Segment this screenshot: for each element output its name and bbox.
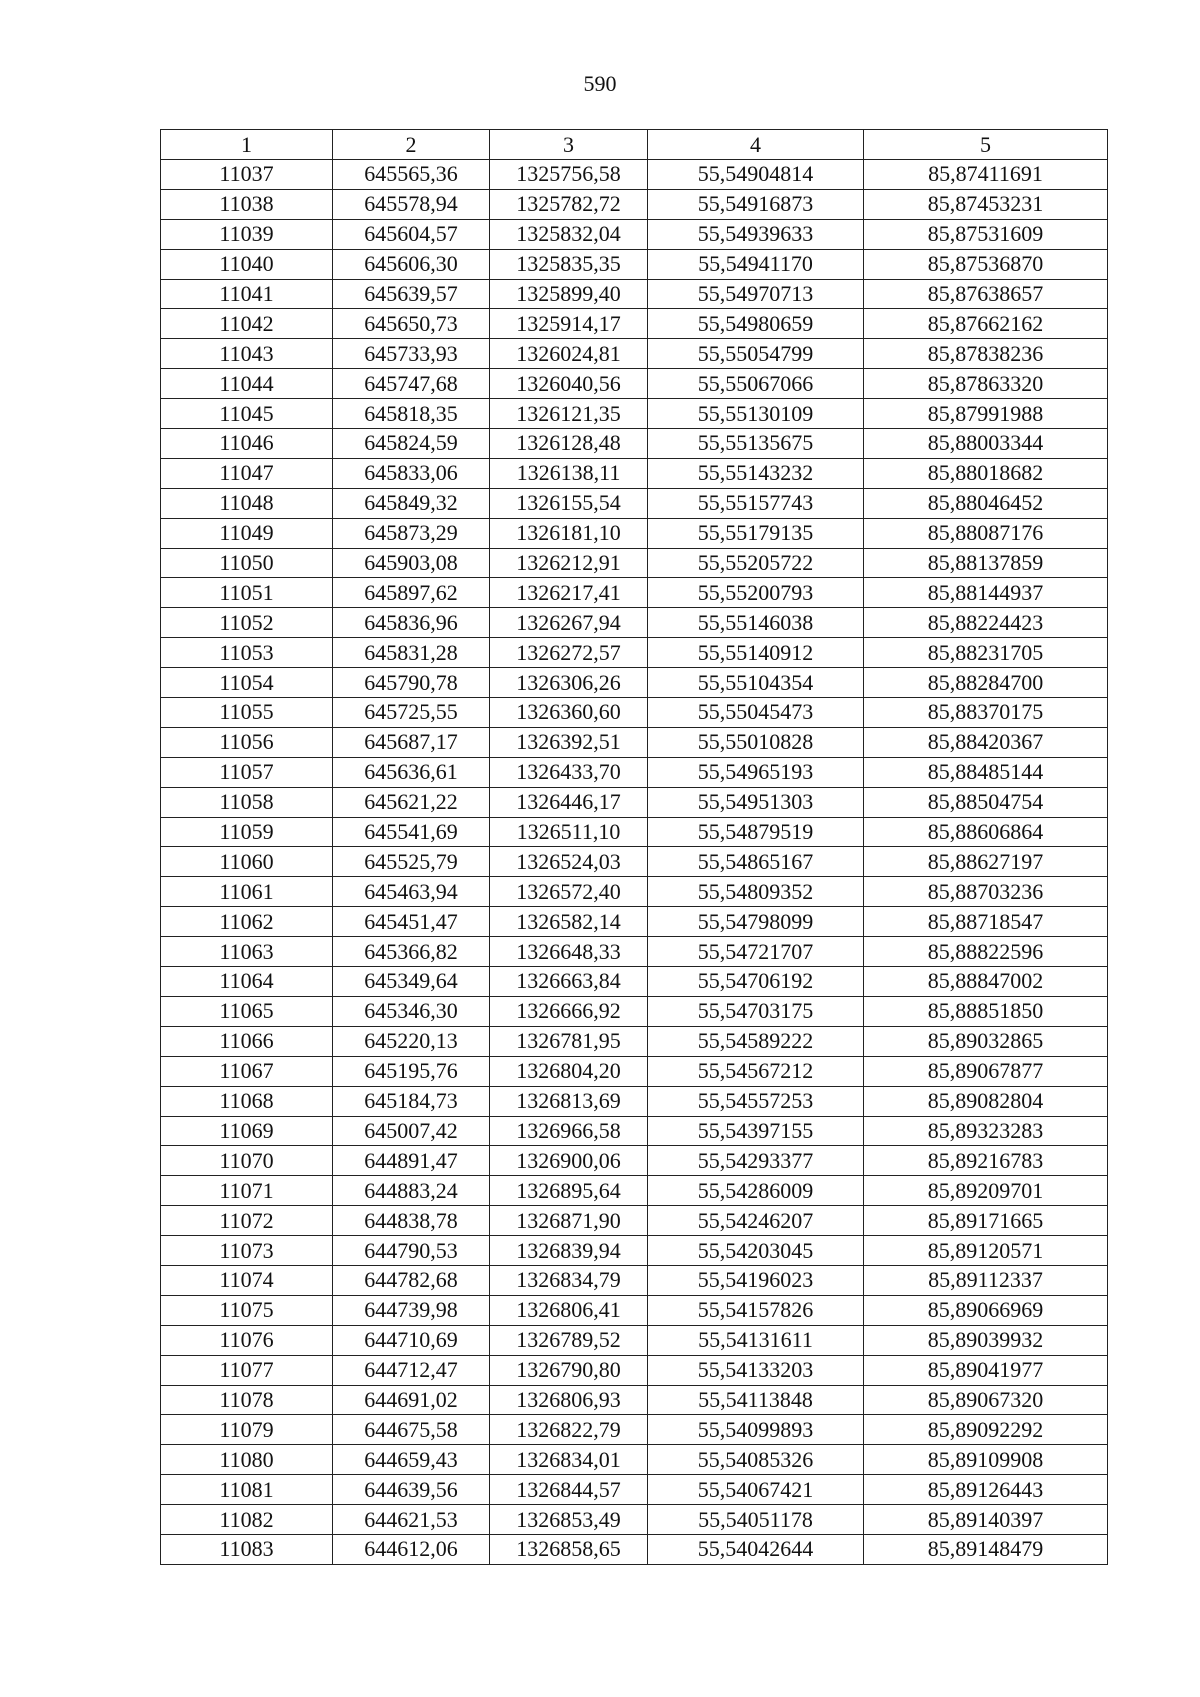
table-cell-col-1: 11048: [161, 488, 333, 518]
table-cell-col-4: 55,55140912: [648, 638, 864, 668]
table-cell-col-4: 55,55200793: [648, 578, 864, 608]
table-body: [161, 160, 1108, 1565]
table-cell-col-2: 645747,68: [333, 369, 490, 399]
table-cell-col-1: 11082: [161, 1505, 333, 1535]
table-cell-col-2: 645195,76: [333, 1056, 490, 1086]
table-cell-col-3: 1326392,51: [490, 727, 648, 757]
table-cell-col-4: 55,54286009: [648, 1176, 864, 1206]
table-row: [161, 1325, 1108, 1355]
table-cell-col-5: 85,89140397: [864, 1505, 1108, 1535]
table-row: [161, 727, 1108, 757]
table-row: [161, 1116, 1108, 1146]
table-cell-col-5: 85,87991988: [864, 399, 1108, 429]
table-cell-col-4: 55,54557253: [648, 1086, 864, 1116]
table-cell-col-2: 645873,29: [333, 518, 490, 548]
table-cell-col-1: 11073: [161, 1236, 333, 1266]
table-cell-col-2: 645451,47: [333, 907, 490, 937]
table-cell-col-5: 85,87863320: [864, 369, 1108, 399]
table-cell-col-4: 55,54703175: [648, 996, 864, 1026]
table-row: [161, 488, 1108, 518]
table-cell-col-1: 11067: [161, 1056, 333, 1086]
coordinates-table: [160, 129, 1108, 1565]
table-cell-col-4: 55,54721707: [648, 937, 864, 967]
table-cell-col-4: 55,55157743: [648, 488, 864, 518]
table-row: [161, 996, 1108, 1026]
table-cell-col-3: 1326212,91: [490, 548, 648, 578]
table-header: [161, 130, 1108, 160]
table-cell-col-3: 1326360,60: [490, 698, 648, 728]
table-cell-col-1: 11055: [161, 698, 333, 728]
table-cell-col-5: 85,88144937: [864, 578, 1108, 608]
table-cell-col-4: 55,54965193: [648, 757, 864, 787]
table-cell-col-3: 1326181,10: [490, 518, 648, 548]
table-row: [161, 219, 1108, 249]
table-cell-col-4: 55,55179135: [648, 518, 864, 548]
table-cell-col-4: 55,54589222: [648, 1026, 864, 1056]
table-cell-col-2: 644691,02: [333, 1385, 490, 1415]
table-cell-col-5: 85,89323283: [864, 1116, 1108, 1146]
table-cell-col-1: 11060: [161, 847, 333, 877]
table-row: [161, 189, 1108, 219]
table-cell-col-5: 85,89066969: [864, 1295, 1108, 1325]
table-cell-col-5: 85,88847002: [864, 967, 1108, 997]
table-cell-col-4: 55,55104354: [648, 668, 864, 698]
table-cell-col-2: 645831,28: [333, 638, 490, 668]
table-cell-col-2: 644712,47: [333, 1355, 490, 1385]
table-row: [161, 578, 1108, 608]
table-row: [161, 429, 1108, 459]
table-cell-col-1: 11057: [161, 757, 333, 787]
table-cell-col-3: 1326853,49: [490, 1505, 648, 1535]
table-cell-col-5: 85,89120571: [864, 1236, 1108, 1266]
table-cell-col-5: 85,88420367: [864, 727, 1108, 757]
table-cell-col-2: 645849,32: [333, 488, 490, 518]
table-row: [161, 1026, 1108, 1056]
table-cell-col-2: 644639,56: [333, 1475, 490, 1505]
table-cell-col-4: 55,55130109: [648, 399, 864, 429]
table-cell-col-5: 85,87536870: [864, 249, 1108, 279]
table-cell-col-5: 85,88606864: [864, 817, 1108, 847]
table-row: [161, 160, 1108, 190]
table-cell-col-3: 1326900,06: [490, 1146, 648, 1176]
table-cell-col-1: 11076: [161, 1325, 333, 1355]
table-cell-col-4: 55,55143232: [648, 458, 864, 488]
table-cell-col-1: 11053: [161, 638, 333, 668]
table-cell-col-3: 1326806,41: [490, 1295, 648, 1325]
table-cell-col-1: 11046: [161, 429, 333, 459]
table-cell-col-3: 1326128,48: [490, 429, 648, 459]
table-cell-col-2: 645578,94: [333, 189, 490, 219]
table-cell-col-3: 1325835,35: [490, 249, 648, 279]
table-cell-col-5: 85,89126443: [864, 1475, 1108, 1505]
table-row: [161, 1295, 1108, 1325]
table-row: [161, 817, 1108, 847]
table-cell-col-2: 645833,06: [333, 458, 490, 488]
table-cell-col-5: 85,89082804: [864, 1086, 1108, 1116]
table-cell-col-4: 55,54798099: [648, 907, 864, 937]
table-cell-col-3: 1326272,57: [490, 638, 648, 668]
column-header-5: 5: [864, 130, 1108, 160]
table-cell-col-4: 55,54099893: [648, 1415, 864, 1445]
table-row: [161, 339, 1108, 369]
table-cell-col-5: 85,88822596: [864, 937, 1108, 967]
table-cell-col-5: 85,89032865: [864, 1026, 1108, 1056]
table-cell-col-4: 55,54939633: [648, 219, 864, 249]
table-cell-col-4: 55,54865167: [648, 847, 864, 877]
table-cell-col-4: 55,54706192: [648, 967, 864, 997]
table-cell-col-2: 645621,22: [333, 787, 490, 817]
table-row: [161, 1206, 1108, 1236]
table-cell-col-4: 55,55045473: [648, 698, 864, 728]
table-cell-col-4: 55,54133203: [648, 1355, 864, 1385]
table-cell-col-1: 11043: [161, 339, 333, 369]
table-cell-col-1: 11052: [161, 608, 333, 638]
table-cell-col-5: 85,89109908: [864, 1445, 1108, 1475]
table-row: [161, 1385, 1108, 1415]
table-cell-col-1: 11040: [161, 249, 333, 279]
table-cell-col-2: 644739,98: [333, 1295, 490, 1325]
table-cell-col-3: 1326781,95: [490, 1026, 648, 1056]
table-cell-col-2: 645541,69: [333, 817, 490, 847]
table-cell-col-5: 85,87411691: [864, 160, 1108, 190]
table-cell-col-1: 11041: [161, 279, 333, 309]
table-cell-col-1: 11049: [161, 518, 333, 548]
table-cell-col-3: 1326582,14: [490, 907, 648, 937]
table-cell-col-3: 1326267,94: [490, 608, 648, 638]
table-cell-col-5: 85,89039932: [864, 1325, 1108, 1355]
column-header-2: 2: [333, 130, 490, 160]
table-cell-col-1: 11047: [161, 458, 333, 488]
table-cell-col-1: 11080: [161, 1445, 333, 1475]
table-cell-col-3: 1326834,01: [490, 1445, 648, 1475]
table-cell-col-4: 55,54951303: [648, 787, 864, 817]
table-cell-col-2: 645604,57: [333, 219, 490, 249]
table-cell-col-2: 645836,96: [333, 608, 490, 638]
table-row: [161, 279, 1108, 309]
table-row: [161, 1475, 1108, 1505]
table-cell-col-2: 644675,58: [333, 1415, 490, 1445]
table-cell-col-5: 85,87838236: [864, 339, 1108, 369]
table-cell-col-1: 11038: [161, 189, 333, 219]
table-cell-col-2: 645725,55: [333, 698, 490, 728]
table-cell-col-3: 1326306,26: [490, 668, 648, 698]
table-cell-col-5: 85,89112337: [864, 1265, 1108, 1295]
table-row: [161, 608, 1108, 638]
table-cell-col-3: 1326446,17: [490, 787, 648, 817]
table-cell-col-3: 1326040,56: [490, 369, 648, 399]
table-cell-col-1: 11051: [161, 578, 333, 608]
table-cell-col-2: 645220,13: [333, 1026, 490, 1056]
page-number: 590: [583, 71, 617, 96]
table-cell-col-2: 644612,06: [333, 1534, 490, 1564]
table-cell-col-2: 644621,53: [333, 1505, 490, 1535]
table-cell-col-1: 11072: [161, 1206, 333, 1236]
table-cell-col-1: 11069: [161, 1116, 333, 1146]
table-row: [161, 458, 1108, 488]
table-cell-col-3: 1326024,81: [490, 339, 648, 369]
table-cell-col-4: 55,54042644: [648, 1534, 864, 1564]
table-cell-col-5: 85,88284700: [864, 668, 1108, 698]
table-cell-col-5: 85,89216783: [864, 1146, 1108, 1176]
table-cell-col-1: 11066: [161, 1026, 333, 1056]
table-row: [161, 757, 1108, 787]
table-cell-col-3: 1326834,79: [490, 1265, 648, 1295]
table-cell-col-1: 11081: [161, 1475, 333, 1505]
table-row: [161, 399, 1108, 429]
table-row: [161, 1056, 1108, 1086]
table-cell-col-3: 1326804,20: [490, 1056, 648, 1086]
table-cell-col-5: 85,88703236: [864, 877, 1108, 907]
table-cell-col-4: 55,54051178: [648, 1505, 864, 1535]
table-row: [161, 1445, 1108, 1475]
table-cell-col-2: 645525,79: [333, 847, 490, 877]
table-cell-col-1: 11083: [161, 1534, 333, 1564]
table-row: [161, 1265, 1108, 1295]
table-cell-col-1: 11062: [161, 907, 333, 937]
table-cell-col-5: 85,88627197: [864, 847, 1108, 877]
table-cell-col-4: 55,55146038: [648, 608, 864, 638]
table-cell-col-2: 645650,73: [333, 309, 490, 339]
table-cell-col-5: 85,88046452: [864, 488, 1108, 518]
table-cell-col-5: 85,88485144: [864, 757, 1108, 787]
table-cell-col-4: 55,54904814: [648, 160, 864, 190]
table-cell-col-4: 55,54809352: [648, 877, 864, 907]
table-row: [161, 309, 1108, 339]
table-cell-col-4: 55,54113848: [648, 1385, 864, 1415]
table-cell-col-3: 1326966,58: [490, 1116, 648, 1146]
table-cell-col-4: 55,54980659: [648, 309, 864, 339]
table-cell-col-4: 55,55010828: [648, 727, 864, 757]
table-cell-col-4: 55,55054799: [648, 339, 864, 369]
table-cell-col-1: 11058: [161, 787, 333, 817]
table-cell-col-3: 1326155,54: [490, 488, 648, 518]
table-cell-col-5: 85,89171665: [864, 1206, 1108, 1236]
table-cell-col-3: 1326121,35: [490, 399, 648, 429]
table-cell-col-1: 11054: [161, 668, 333, 698]
table-cell-col-3: 1326524,03: [490, 847, 648, 877]
table-cell-col-4: 55,55205722: [648, 548, 864, 578]
table-cell-col-1: 11056: [161, 727, 333, 757]
table-cell-col-1: 11065: [161, 996, 333, 1026]
table-cell-col-1: 11063: [161, 937, 333, 967]
table-cell-col-2: 644883,24: [333, 1176, 490, 1206]
table-cell-col-2: 645346,30: [333, 996, 490, 1026]
table-row: [161, 1415, 1108, 1445]
table-cell-col-1: 11064: [161, 967, 333, 997]
table-cell-col-5: 85,89041977: [864, 1355, 1108, 1385]
table-cell-col-2: 645184,73: [333, 1086, 490, 1116]
table-cell-col-3: 1326648,33: [490, 937, 648, 967]
table-row: [161, 1176, 1108, 1206]
table-cell-col-5: 85,87662162: [864, 309, 1108, 339]
column-header-3: 3: [490, 130, 648, 160]
table-cell-col-4: 55,54567212: [648, 1056, 864, 1086]
table-cell-col-3: 1326895,64: [490, 1176, 648, 1206]
table-cell-col-4: 55,55135675: [648, 429, 864, 459]
table-cell-col-3: 1326217,41: [490, 578, 648, 608]
table-cell-col-1: 11079: [161, 1415, 333, 1445]
table-row: [161, 877, 1108, 907]
table-row: [161, 907, 1108, 937]
table-cell-col-5: 85,88018682: [864, 458, 1108, 488]
table-cell-col-3: 1325914,17: [490, 309, 648, 339]
table-cell-col-3: 1326663,84: [490, 967, 648, 997]
table-cell-col-5: 85,87453231: [864, 189, 1108, 219]
table-cell-col-2: 645824,59: [333, 429, 490, 459]
table-row: [161, 787, 1108, 817]
table-cell-col-1: 11039: [161, 219, 333, 249]
table-cell-col-2: 645565,36: [333, 160, 490, 190]
table-cell-col-3: 1326858,65: [490, 1534, 648, 1564]
table-cell-col-3: 1326790,80: [490, 1355, 648, 1385]
column-header-1: 1: [161, 130, 333, 160]
table-cell-col-3: 1326511,10: [490, 817, 648, 847]
table-cell-col-4: 55,54246207: [648, 1206, 864, 1236]
table-cell-col-2: 645007,42: [333, 1116, 490, 1146]
table-cell-col-3: 1326806,93: [490, 1385, 648, 1415]
table-row: [161, 1146, 1108, 1176]
table-cell-col-1: 11070: [161, 1146, 333, 1176]
table-cell-col-3: 1326572,40: [490, 877, 648, 907]
table-cell-col-1: 11059: [161, 817, 333, 847]
table-cell-col-4: 55,54157826: [648, 1295, 864, 1325]
table-cell-col-4: 55,54397155: [648, 1116, 864, 1146]
table-row: [161, 1534, 1108, 1564]
table-row: [161, 1236, 1108, 1266]
table-cell-col-4: 55,54131611: [648, 1325, 864, 1355]
table-row: [161, 1355, 1108, 1385]
table-cell-col-1: 11050: [161, 548, 333, 578]
table-cell-col-3: 1325899,40: [490, 279, 648, 309]
table-cell-col-5: 85,88504754: [864, 787, 1108, 817]
table-cell-col-5: 85,87638657: [864, 279, 1108, 309]
table-cell-col-3: 1326666,92: [490, 996, 648, 1026]
table-row: [161, 638, 1108, 668]
table-cell-col-4: 55,54085326: [648, 1445, 864, 1475]
table-row: [161, 847, 1108, 877]
table-cell-col-2: 644659,43: [333, 1445, 490, 1475]
table-cell-col-1: 11078: [161, 1385, 333, 1415]
table-cell-col-2: 644710,69: [333, 1325, 490, 1355]
table-row: [161, 249, 1108, 279]
table-row: [161, 668, 1108, 698]
table-cell-col-5: 85,88851850: [864, 996, 1108, 1026]
table-row: [161, 698, 1108, 728]
table-cell-col-2: 645903,08: [333, 548, 490, 578]
table-cell-col-5: 85,89092292: [864, 1415, 1108, 1445]
table-cell-col-4: 55,54293377: [648, 1146, 864, 1176]
table-cell-col-2: 645818,35: [333, 399, 490, 429]
table-cell-col-1: 11045: [161, 399, 333, 429]
table-cell-col-3: 1326138,11: [490, 458, 648, 488]
table-cell-col-5: 85,87531609: [864, 219, 1108, 249]
table-cell-col-1: 11075: [161, 1295, 333, 1325]
table-cell-col-5: 85,88231705: [864, 638, 1108, 668]
table-cell-col-2: 645790,78: [333, 668, 490, 698]
table-cell-col-5: 85,89067877: [864, 1056, 1108, 1086]
table-cell-col-4: 55,54941170: [648, 249, 864, 279]
table-cell-col-1: 11044: [161, 369, 333, 399]
table-row: [161, 518, 1108, 548]
table-cell-col-2: 644891,47: [333, 1146, 490, 1176]
table-cell-col-3: 1325782,72: [490, 189, 648, 219]
table-row: [161, 548, 1108, 578]
table-cell-col-5: 85,88224423: [864, 608, 1108, 638]
table-cell-col-2: 645606,30: [333, 249, 490, 279]
table-cell-col-4: 55,54196023: [648, 1265, 864, 1295]
table-cell-col-5: 85,88137859: [864, 548, 1108, 578]
table-cell-col-2: 645463,94: [333, 877, 490, 907]
table-cell-col-2: 644782,68: [333, 1265, 490, 1295]
table-cell-col-2: 644838,78: [333, 1206, 490, 1236]
column-header-4: 4: [648, 130, 864, 160]
table-cell-col-5: 85,88087176: [864, 518, 1108, 548]
table-cell-col-5: 85,89148479: [864, 1534, 1108, 1564]
table-cell-col-5: 85,89209701: [864, 1176, 1108, 1206]
table-cell-col-4: 55,54067421: [648, 1475, 864, 1505]
table-cell-col-3: 1325832,04: [490, 219, 648, 249]
table-cell-col-2: 645639,57: [333, 279, 490, 309]
table-cell-col-4: 55,54203045: [648, 1236, 864, 1266]
table-cell-col-3: 1326871,90: [490, 1206, 648, 1236]
table-cell-col-3: 1326839,94: [490, 1236, 648, 1266]
table-cell-col-1: 11074: [161, 1265, 333, 1295]
table-cell-col-1: 11061: [161, 877, 333, 907]
table-cell-col-1: 11077: [161, 1355, 333, 1385]
table-cell-col-4: 55,54916873: [648, 189, 864, 219]
table-cell-col-5: 85,89067320: [864, 1385, 1108, 1415]
table-row: [161, 1086, 1108, 1116]
table-row: [161, 1505, 1108, 1535]
table-cell-col-5: 85,88718547: [864, 907, 1108, 937]
table-cell-col-4: 55,54879519: [648, 817, 864, 847]
table-cell-col-5: 85,88370175: [864, 698, 1108, 728]
table-cell-col-1: 11042: [161, 309, 333, 339]
table-row: [161, 369, 1108, 399]
table-cell-col-3: 1326789,52: [490, 1325, 648, 1355]
table-cell-col-3: 1326433,70: [490, 757, 648, 787]
table-cell-col-1: 11071: [161, 1176, 333, 1206]
table-cell-col-2: 645897,62: [333, 578, 490, 608]
table-cell-col-1: 11037: [161, 160, 333, 190]
table-cell-col-1: 11068: [161, 1086, 333, 1116]
table-cell-col-5: 85,88003344: [864, 429, 1108, 459]
table-row: [161, 937, 1108, 967]
table-cell-col-2: 644790,53: [333, 1236, 490, 1266]
table-cell-col-4: 55,55067066: [648, 369, 864, 399]
header-row: [161, 130, 1108, 160]
table-cell-col-2: 645349,64: [333, 967, 490, 997]
table-cell-col-2: 645366,82: [333, 937, 490, 967]
table-row: [161, 967, 1108, 997]
table-cell-col-2: 645636,61: [333, 757, 490, 787]
table-cell-col-2: 645687,17: [333, 727, 490, 757]
table-cell-col-4: 55,54970713: [648, 279, 864, 309]
table-cell-col-3: 1326813,69: [490, 1086, 648, 1116]
table-cell-col-3: 1326822,79: [490, 1415, 648, 1445]
table-cell-col-2: 645733,93: [333, 339, 490, 369]
table-cell-col-3: 1326844,57: [490, 1475, 648, 1505]
table-cell-col-3: 1325756,58: [490, 160, 648, 190]
